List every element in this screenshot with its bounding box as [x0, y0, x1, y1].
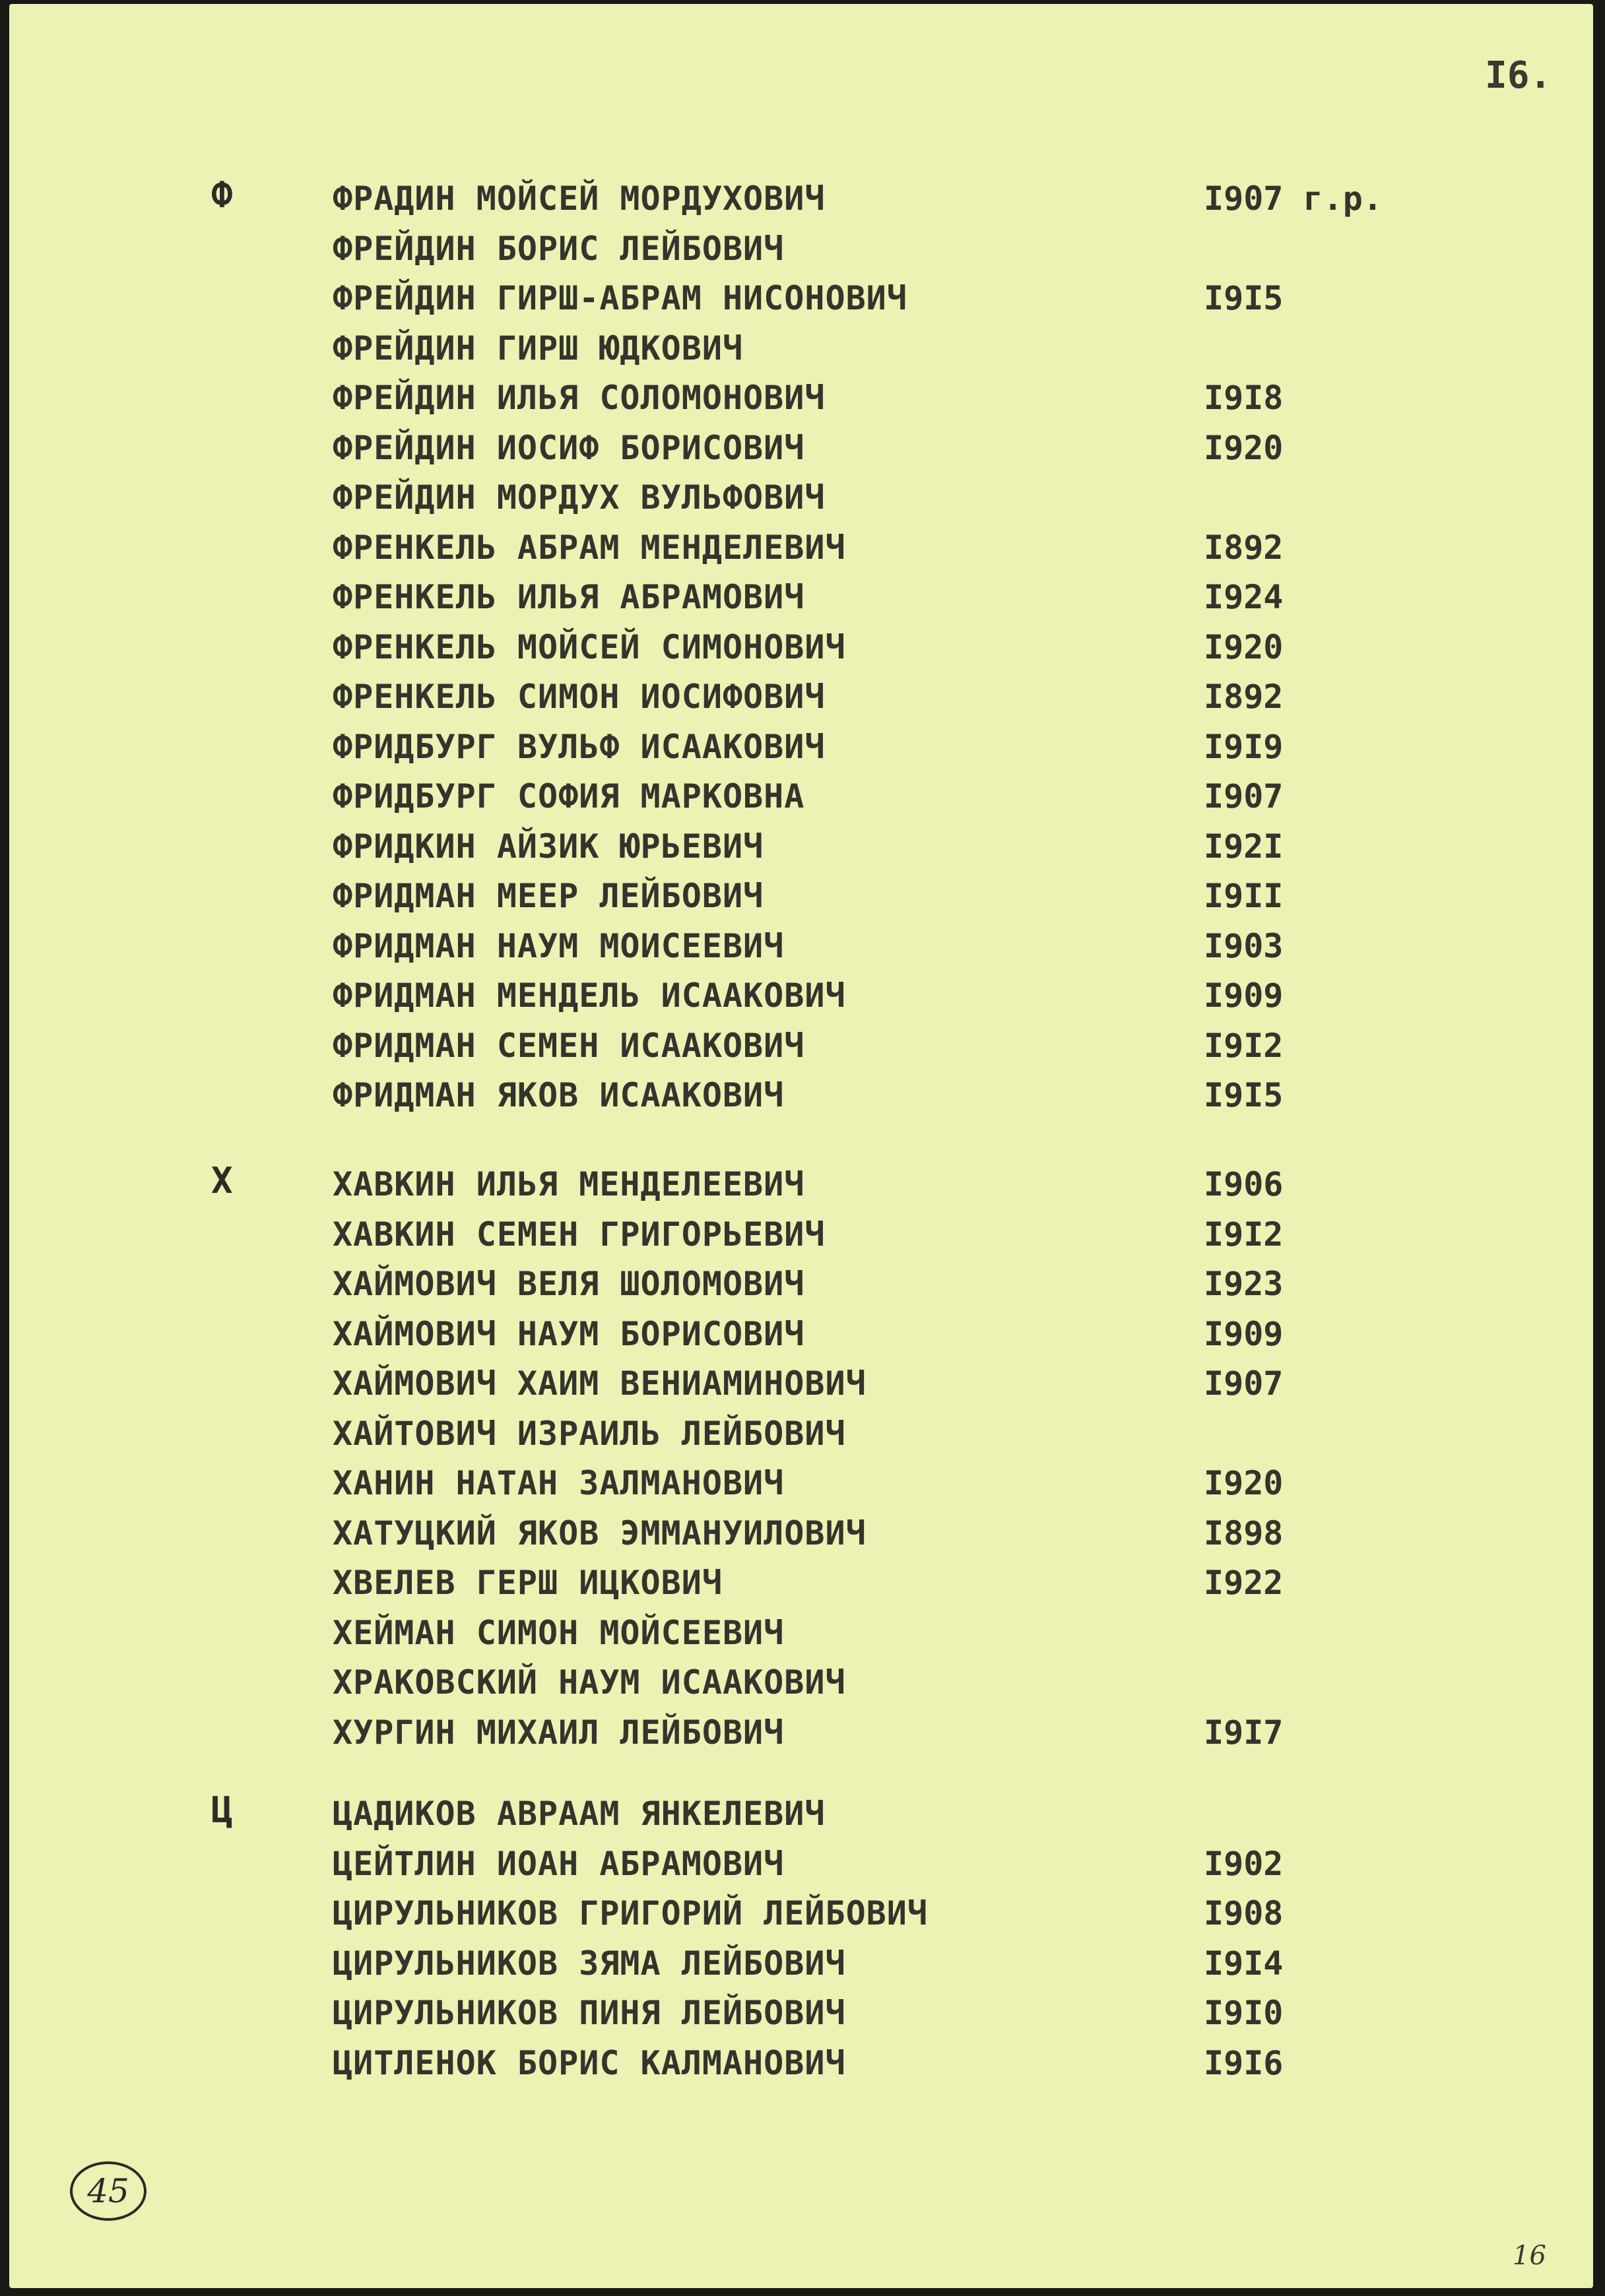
- list-item: [9, 224, 1593, 274]
- list-item: [9, 573, 1593, 623]
- list-item: [9, 1359, 1593, 1409]
- list-item: [9, 1789, 1593, 1839]
- person-name: ХАЙМОВИЧ ВЕЛЯ ШОЛОМОВИЧ: [333, 1265, 805, 1303]
- birth-year: I907 г.р.: [1204, 179, 1383, 218]
- person-name: ФРИДМАН ЯКОВ ИСААКОВИЧ: [333, 1076, 785, 1114]
- list-item: [9, 623, 1593, 673]
- section-letter: Ц: [211, 1789, 233, 1831]
- list-item: [9, 1939, 1593, 1989]
- list-item: [9, 1509, 1593, 1559]
- document-page: [9, 4, 1593, 2288]
- person-name: ЦИРУЛЬНИКОВ ЗЯМА ЛЕЙБОВИЧ: [333, 1944, 846, 1983]
- person-name: ЦИТЛЕНОК БОРИС КАЛМАНОВИЧ: [333, 2043, 846, 2082]
- birth-year: I909: [1204, 976, 1284, 1015]
- list-item: [9, 1708, 1593, 1758]
- list-item: [9, 872, 1593, 922]
- list-item: [9, 473, 1593, 523]
- section-f: [9, 174, 1593, 1121]
- list-item: [9, 373, 1593, 424]
- birth-year: I9I0: [1204, 1994, 1284, 2032]
- archive-stamp: 45: [70, 2161, 147, 2221]
- list-item: [9, 1071, 1593, 1121]
- list-item: [9, 722, 1593, 773]
- person-name: ХАВКИН ИЛЬЯ МЕНДЕЛЕЕВИЧ: [333, 1165, 805, 1203]
- birth-year: I9I5: [1204, 279, 1284, 317]
- person-name: ХЕЙМАН СИМОН МОЙСЕЕВИЧ: [333, 1613, 785, 1652]
- person-name: ФРЕНКЕЛЬ ИЛЬЯ АБРАМОВИЧ: [333, 578, 805, 616]
- birth-year: I907: [1204, 777, 1284, 815]
- person-name: ХАЙТОВИЧ ИЗРАИЛЬ ЛЕЙБОВИЧ: [333, 1414, 846, 1453]
- person-name: ФРИДМАН МЕЕР ЛЕЙБОВИЧ: [333, 877, 764, 915]
- list-item: [9, 971, 1593, 1021]
- birth-year: I92I: [1204, 827, 1284, 866]
- birth-year: I908: [1204, 1894, 1284, 1932]
- person-name: ФРЕЙДИН ГИРШ ЮДКОВИЧ: [333, 329, 744, 367]
- list-item: [9, 1658, 1593, 1708]
- birth-year: I920: [1204, 1464, 1284, 1502]
- section-kh: [9, 1160, 1593, 1758]
- birth-year: I903: [1204, 926, 1284, 965]
- list-item: [9, 822, 1593, 872]
- birth-year: I924: [1204, 578, 1284, 616]
- section-ts: [9, 1789, 1593, 2088]
- list-item: [9, 2039, 1593, 2089]
- list-item: [9, 1558, 1593, 1609]
- list-item: [9, 1889, 1593, 1939]
- person-name: ФРИДКИН АЙЗИК ЮРЬЕВИЧ: [333, 827, 764, 866]
- person-name: ФРАДИН МОЙСЕЙ МОРДУХОВИЧ: [333, 179, 826, 218]
- list-item: [9, 523, 1593, 573]
- person-name: ХАНИН НАТАН ЗАЛМАНОВИЧ: [333, 1464, 785, 1502]
- person-name: ХУРГИН МИХАИЛ ЛЕЙБОВИЧ: [333, 1713, 785, 1752]
- birth-year: I9I2: [1204, 1026, 1284, 1065]
- person-name: ФРИДМАН НАУМ МОИСЕЕВИЧ: [333, 926, 785, 965]
- person-name: ФРЕЙДИН БОРИС ЛЕЙБОВИЧ: [333, 229, 785, 268]
- person-name: ХАЙМОВИЧ НАУМ БОРИСОВИЧ: [333, 1314, 805, 1353]
- section-letter: Ф: [211, 174, 233, 216]
- list-item: [9, 174, 1593, 224]
- birth-year: I920: [1204, 627, 1284, 666]
- birth-year: I909: [1204, 1314, 1284, 1353]
- person-name: ХРАКОВСКИЙ НАУМ ИСААКОВИЧ: [333, 1663, 846, 1702]
- person-name: ФРИДМАН МЕНДЕЛЬ ИСААКОВИЧ: [333, 976, 846, 1015]
- page-number: I6.: [1485, 54, 1552, 97]
- list-item: [9, 1210, 1593, 1260]
- person-name: ФРИДБУРГ СОФИЯ МАРКОВНА: [333, 777, 805, 815]
- list-item: [9, 922, 1593, 972]
- person-name: ЦИРУЛЬНИКОВ ПИНЯ ЛЕЙБОВИЧ: [333, 1994, 846, 2032]
- person-name: ХАВКИН СЕМЕН ГРИГОРЬЕВИЧ: [333, 1215, 826, 1254]
- birth-year: I9I6: [1204, 2043, 1284, 2082]
- birth-year: I902: [1204, 1844, 1284, 1883]
- birth-year: I906: [1204, 1165, 1284, 1203]
- person-name: ФРЕЙДИН ИОСИФ БОРИСОВИЧ: [333, 428, 805, 467]
- birth-year: I898: [1204, 1514, 1284, 1552]
- birth-year: I9I9: [1204, 727, 1284, 766]
- person-name: ЦАДИКОВ АВРААМ ЯНКЕЛЕВИЧ: [333, 1795, 826, 1833]
- section-letter: Х: [211, 1160, 233, 1201]
- person-name: ХАЙМОВИЧ ХАИМ ВЕНИАМИНОВИЧ: [333, 1364, 867, 1403]
- list-item: [9, 1310, 1593, 1360]
- list-item: [9, 1021, 1593, 1071]
- person-name: ФРЕЙДИН ГИРШ-АБРАМ НИСОНОВИЧ: [333, 279, 907, 317]
- person-name: ФРЕЙДИН МОРДУХ ВУЛЬФОВИЧ: [333, 478, 826, 517]
- list-item: [9, 424, 1593, 474]
- person-name: ФРЕЙДИН ИЛЬЯ СОЛОМОНОВИЧ: [333, 379, 826, 417]
- list-item: [9, 1989, 1593, 2039]
- birth-year: I922: [1204, 1564, 1284, 1602]
- birth-year: I892: [1204, 528, 1284, 567]
- person-name: ЦЕЙТЛИН ИОАН АБРАМОВИЧ: [333, 1844, 785, 1883]
- list-item: [9, 1459, 1593, 1509]
- person-name: ФРЕНКЕЛЬ МОЙСЕЙ СИМОНОВИЧ: [333, 627, 846, 666]
- person-name: ФРЕНКЕЛЬ СИМОН ИОСИФОВИЧ: [333, 678, 826, 716]
- birth-year: I920: [1204, 428, 1284, 467]
- handwritten-page-number: 16: [1513, 2241, 1546, 2271]
- person-name: ФРЕНКЕЛЬ АБРАМ МЕНДЕЛЕВИЧ: [333, 528, 846, 567]
- list-item: [9, 672, 1593, 722]
- list-item: [9, 1839, 1593, 1890]
- list-item: [9, 324, 1593, 374]
- birth-year: I907: [1204, 1364, 1284, 1403]
- person-name: ФРИДМАН СЕМЕН ИСААКОВИЧ: [333, 1026, 805, 1065]
- birth-year: I9II: [1204, 877, 1284, 915]
- list-item: [9, 274, 1593, 324]
- person-name: ХАТУЦКИЙ ЯКОВ ЭММАНУИЛОВИЧ: [333, 1514, 867, 1552]
- list-item: [9, 1260, 1593, 1310]
- birth-year: I9I5: [1204, 1076, 1284, 1114]
- birth-year: I9I4: [1204, 1944, 1284, 1983]
- person-name: ЦИРУЛЬНИКОВ ГРИГОРИЙ ЛЕЙБОВИЧ: [333, 1894, 928, 1932]
- birth-year: I9I8: [1204, 379, 1284, 417]
- person-name: ФРИДБУРГ ВУЛЬФ ИСААКОВИЧ: [333, 727, 826, 766]
- birth-year: I9I2: [1204, 1215, 1284, 1254]
- birth-year: I9I7: [1204, 1713, 1284, 1752]
- list-item: [9, 772, 1593, 822]
- list-item: [9, 1609, 1593, 1659]
- birth-year: I923: [1204, 1265, 1284, 1303]
- person-name: ХВЕЛЕВ ГЕРШ ИЦКОВИЧ: [333, 1564, 723, 1602]
- list-item: [9, 1160, 1593, 1210]
- birth-year: I892: [1204, 678, 1284, 716]
- list-item: [9, 1409, 1593, 1459]
